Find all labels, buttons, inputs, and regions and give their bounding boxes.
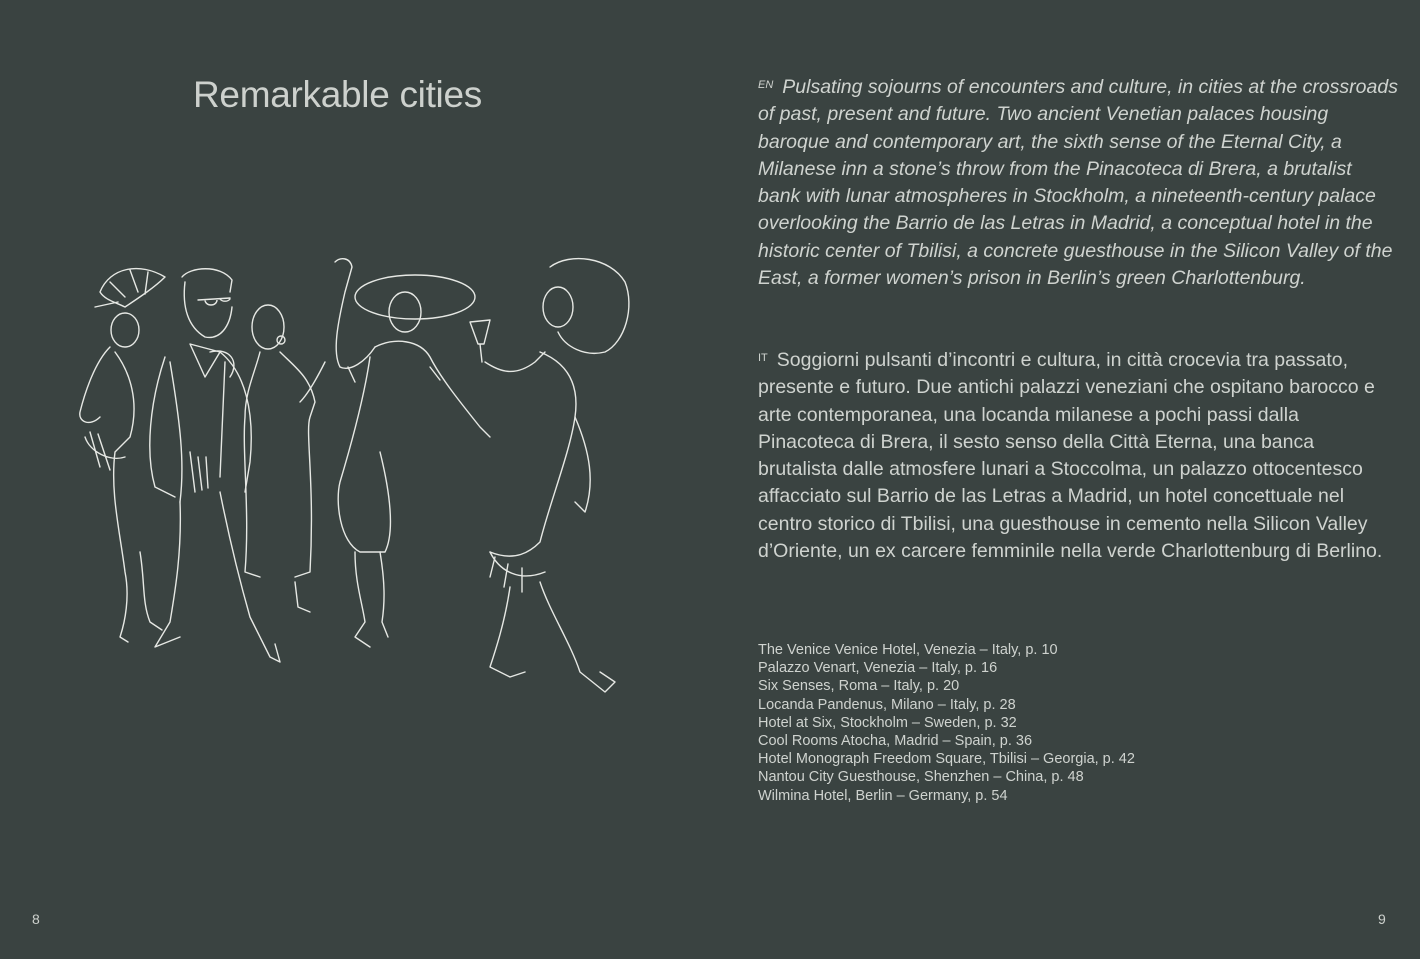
italian-paragraph (758, 347, 1398, 565)
figure-wide-hat-woman (335, 259, 490, 647)
page-title: Remarkable cities (193, 74, 482, 115)
english-paragraph (758, 74, 1398, 292)
index-item: Locanda Pandenus, Milano – Italy, p. 28 (758, 696, 1016, 713)
english-text: Pulsating sojourns of encounters and culture, in cities at the crossroads of past, present and future. Two ancient Venetian palaces housing baroque and contemporary art, the sixth sense of the Eternal City, a Milanese inn a stone’s throw from the Pinacoteca di Brera, a brutalist bank with lunar atmospheres in Stockholm, a nineteenth-century palace overlooking the Barrio de las Letras in Madrid, a conceptual hotel in the historic center of Tbilisi, a concrete guesthouse in the Silicon Valley of the East, a former women’s prison in Berlin’s green Charlottenburg. (758, 76, 1398, 290)
index-item: Wilmina Hotel, Berlin – Germany, p. 54 (758, 787, 1008, 804)
index-item: Cool Rooms Atocha, Madrid – Spain, p. 36 (758, 733, 1033, 750)
language-label-it: IT (758, 352, 768, 364)
dancing-figures-illustration (70, 252, 640, 707)
index-item: Nantou City Guesthouse, Shenzhen – China, p. 48 (758, 769, 1084, 786)
figure-suit-man (150, 269, 280, 662)
figure-bald-woman (244, 305, 325, 612)
language-label-en: EN (758, 79, 774, 91)
hotel-index-list (758, 641, 1135, 805)
index-item: The Venice Venice Hotel, Venezia – Italy, p. 10 (758, 642, 1058, 658)
index-item: Six Senses, Roma – Italy, p. 20 (758, 678, 960, 695)
line-drawing (70, 252, 640, 707)
index-item: Palazzo Venart, Venezia – Italy, p. 16 (758, 660, 998, 677)
page-number-left: 8 (32, 911, 40, 927)
index-item: Hotel Monograph Freedom Square, Tbilisi – Georgia, p. 42 (758, 751, 1135, 768)
italian-text: Soggiorni pulsanti d’incontri e cultura, in città crocevia tra passato, presente e futuro. Due antichi palazzi veneziani che ospitano barocco e arte contemporanea, una locanda milanese a pochi passi dalla Pinacoteca di Brera, il sesto senso della Città Eterna, una banca brutalista dalle atmosfere lunari a Stoccolma, un palazzo ottocentesco affacciato sul Barrio de las Letras a Madrid, un hotel concettuale nel centro storico di Tbilisi, una guesthouse in cemento nella Silicon Valley d’Oriente, un ex carcere femminile nella verde Charlottenburg di Berlino. (758, 349, 1383, 563)
page-number-right: 9 (1378, 911, 1386, 927)
figure-afro-woman (470, 259, 629, 692)
index-item: Hotel at Six, Stockholm – Sweden, p. 32 (758, 714, 1017, 731)
figure-feather-hat-woman (80, 269, 165, 642)
